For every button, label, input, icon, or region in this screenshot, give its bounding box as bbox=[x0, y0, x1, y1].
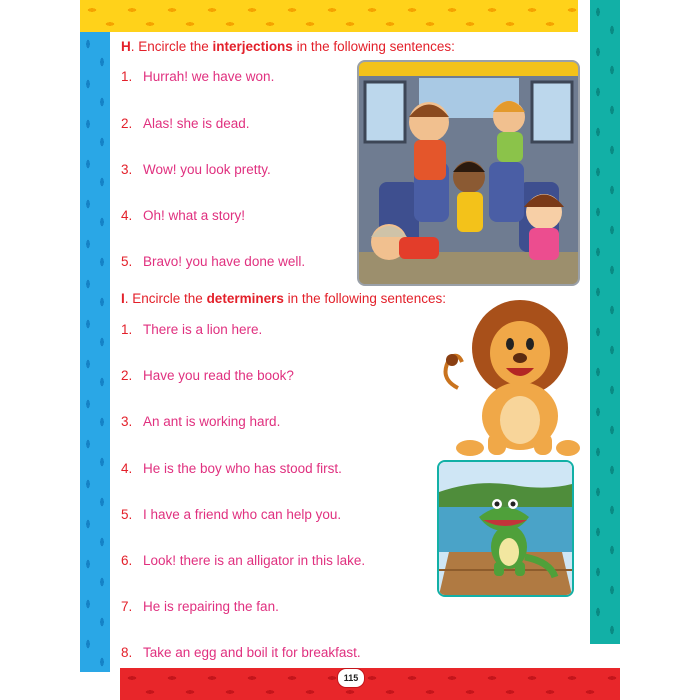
section-i-item-3 bbox=[121, 414, 280, 429]
section-h-keyword: interjections bbox=[212, 39, 293, 54]
sentence-text: I have a friend who can help you. bbox=[143, 507, 342, 522]
sentence-text: Wow! you look pretty. bbox=[143, 162, 271, 177]
section-i-item-7 bbox=[121, 599, 279, 614]
section-i-instruction-before: . Encircle the bbox=[124, 291, 207, 306]
section-i-item-1 bbox=[121, 322, 262, 337]
sentence-text: He is repairing the fan. bbox=[143, 599, 279, 614]
item-number: 5. bbox=[121, 254, 133, 269]
left-decorative-band bbox=[80, 32, 110, 672]
section-i-heading bbox=[121, 291, 446, 306]
sentence-text: He is the boy who has stood first. bbox=[143, 461, 342, 476]
sentence-text: Bravo! you have done well. bbox=[143, 254, 306, 269]
item-number: 7. bbox=[121, 599, 133, 614]
sentence-text: Look! there is an alligator in this lake. bbox=[143, 553, 366, 568]
item-number: 8. bbox=[121, 645, 133, 660]
item-number: 5. bbox=[121, 507, 133, 522]
bottom-decorative-band bbox=[120, 668, 620, 700]
sentence-text: There is a lion here. bbox=[143, 322, 263, 337]
section-i-item-5 bbox=[121, 507, 341, 522]
kids-on-bus-svg bbox=[359, 62, 578, 284]
section-i-item-6 bbox=[121, 553, 365, 568]
item-number: 4. bbox=[121, 208, 133, 223]
kids-on-bus-illustration bbox=[357, 60, 580, 286]
top-decorative-band bbox=[80, 0, 578, 32]
cartoon-alligator-illustration bbox=[437, 460, 574, 597]
section-i-item-4 bbox=[121, 461, 342, 476]
section-h-heading bbox=[121, 39, 455, 54]
sentence-text: Have you read the book? bbox=[143, 368, 294, 383]
cartoon-alligator-svg bbox=[439, 462, 572, 595]
section-i-item-2 bbox=[121, 368, 294, 383]
item-number: 3. bbox=[121, 414, 133, 429]
page-number: 115 bbox=[337, 668, 365, 688]
section-h-item-5 bbox=[121, 254, 305, 269]
item-number: 1. bbox=[121, 322, 133, 337]
sentence-text: Alas! she is dead. bbox=[143, 116, 250, 131]
right-decorative-band bbox=[590, 0, 620, 644]
cartoon-lion-illustration bbox=[440, 298, 580, 458]
section-i-keyword: determiners bbox=[206, 291, 284, 306]
sentence-text: Hurrah! we have won. bbox=[143, 69, 275, 84]
section-h-instruction-before: . Encircle the bbox=[130, 39, 213, 54]
item-number: 6. bbox=[121, 553, 133, 568]
section-h-letter: H bbox=[121, 39, 131, 54]
item-number: 3. bbox=[121, 162, 133, 177]
section-h-item-2 bbox=[121, 116, 250, 131]
item-number: 2. bbox=[121, 368, 133, 383]
section-i-letter: I bbox=[121, 291, 125, 306]
item-number: 4. bbox=[121, 461, 133, 476]
section-i-item-8 bbox=[121, 645, 361, 660]
item-number: 2. bbox=[121, 116, 133, 131]
section-h-item-4 bbox=[121, 208, 245, 223]
section-h-item-1 bbox=[121, 69, 274, 84]
cartoon-lion-svg bbox=[440, 298, 580, 458]
sentence-text: An ant is working hard. bbox=[143, 414, 281, 429]
sentence-text: Oh! what a story! bbox=[143, 208, 246, 223]
section-i-instruction-after: in the following sentences: bbox=[283, 291, 446, 306]
sentence-text: Take an egg and boil it for breakfast. bbox=[143, 645, 361, 660]
section-h-instruction-after: in the following sentences: bbox=[292, 39, 455, 54]
item-number: 1. bbox=[121, 69, 133, 84]
section-h-item-3 bbox=[121, 162, 271, 177]
